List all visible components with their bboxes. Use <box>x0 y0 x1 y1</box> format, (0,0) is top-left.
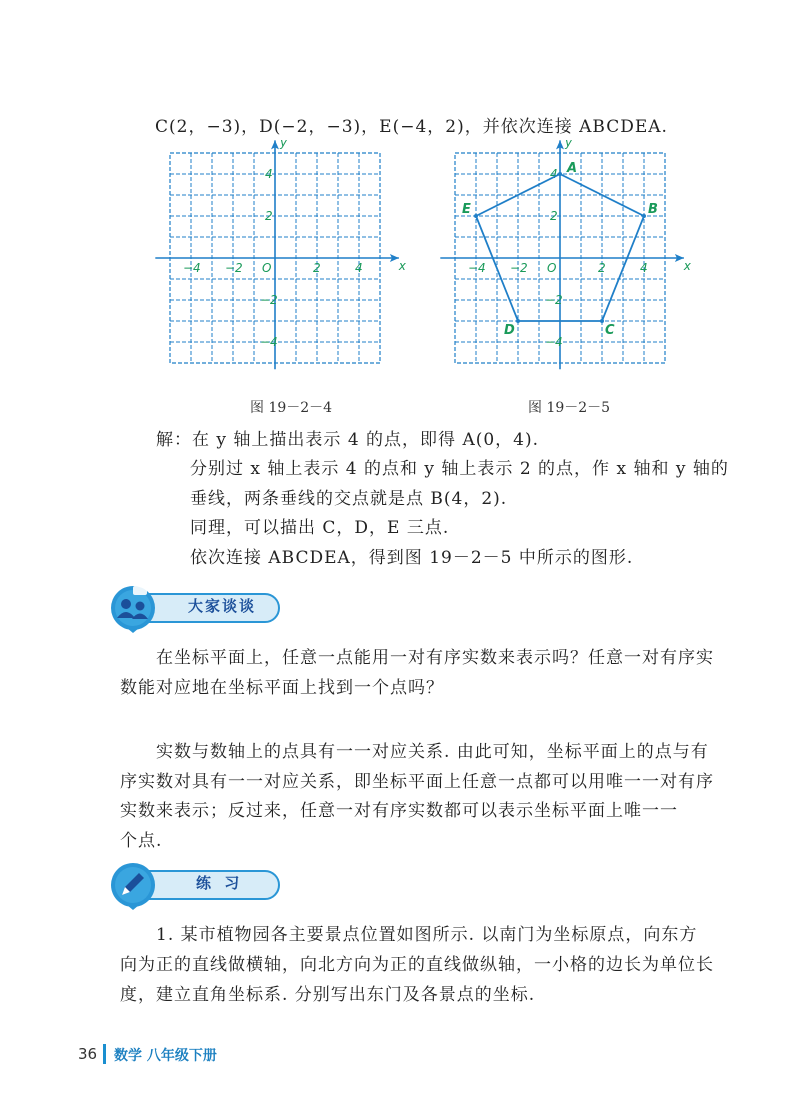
paragraph-line-4: 个点. <box>120 831 163 851</box>
point-C <box>600 319 604 323</box>
practice-badge <box>103 859 283 911</box>
x-tick-label: 4 <box>640 261 648 275</box>
x-tick-label: 2 <box>313 261 321 275</box>
y-axis-label: y <box>280 140 288 150</box>
x-tick-label: −4 <box>183 261 201 275</box>
x-tick-label: 2 <box>598 261 606 275</box>
intro-line: C(2，−3)，D(−2，−3)，E(−4，2)，并依次连接 ABCDEA. <box>155 117 668 137</box>
coordinate-grid-figure-2 <box>440 140 695 370</box>
y-axis-label: y <box>565 140 573 150</box>
point-label-E: E <box>462 202 471 217</box>
point-label-D: D <box>504 323 515 338</box>
y-tick-label: 4 <box>265 167 273 181</box>
x-tick-label: −2 <box>510 261 528 275</box>
origin-label: O <box>262 261 272 275</box>
x-axis-label: x <box>683 259 691 273</box>
y-tick-label: −4 <box>260 335 278 349</box>
solution-line-1: 解：在 y 轴上描出表示 4 的点，即得 A(0，4). <box>156 430 540 450</box>
solution-line-5: 依次连接 ABCDEA，得到图 19－2－5 中所示的图形. <box>190 548 634 568</box>
solution-line-4: 同理，可以描出 C，D，E 三点. <box>190 518 450 538</box>
point-B <box>642 214 646 218</box>
y-tick-label: 2 <box>265 209 273 223</box>
x-tick-label: 4 <box>355 261 363 275</box>
y-tick-label: −4 <box>545 335 563 349</box>
book-title: 数学 八年级下册 <box>114 1048 217 1064</box>
point-D <box>516 319 520 323</box>
point-label-A: A <box>567 161 578 176</box>
discussion-line-2: 数能对应地在坐标平面上找到一个点吗？ <box>120 678 444 698</box>
practice-line-3: 度，建立直角坐标系. 分别写出东门及各景点的坐标. <box>120 985 536 1005</box>
x-tick-label: −4 <box>468 261 486 275</box>
x-tick-label: −2 <box>225 261 243 275</box>
point-E <box>474 214 478 218</box>
paragraph-line-1: 实数与数轴上的点具有一一对应关系. 由此可知，坐标平面上的点与有 <box>156 742 709 762</box>
solution-line-3: 垂线，两条垂线的交点就是点 B(4，2). <box>190 489 508 509</box>
origin-label: O <box>547 261 557 275</box>
paragraph-line-2: 序实数对具有一一对应关系，即坐标平面上任意一点都可以用唯一一对有序 <box>120 772 714 792</box>
practice-line-1: 1. 某市植物园各主要景点位置如图所示. 以南门为坐标原点，向东方 <box>156 925 698 945</box>
y-tick-label: 4 <box>550 167 558 181</box>
point-label-B: B <box>648 202 658 217</box>
practice-line-2: 向为正的直线做横轴，向北方向为正的直线做纵轴，一小格的边长为单位长 <box>120 955 714 975</box>
practice-title: 练 习 <box>196 874 244 892</box>
point-A <box>558 172 562 176</box>
figure-1-caption: 图 19－2－4 <box>250 400 333 416</box>
paragraph-line-3: 实数来表示；反过来，任意一对有序实数都可以表示坐标平面上唯一一 <box>120 801 678 821</box>
discussion-title: 大家谈谈 <box>188 597 257 615</box>
solution-line-2: 分别过 x 轴上表示 4 的点和 y 轴上表示 2 的点，作 x 轴和 y 轴的 <box>190 459 729 479</box>
discussion-line-1: 在坐标平面上，任意一点能用一对有序实数来表示吗？任意一对有序实 <box>156 648 714 668</box>
footer-divider <box>103 1044 106 1064</box>
figure-2-caption: 图 19－2－5 <box>528 400 611 416</box>
page-number: 36 <box>78 1045 98 1063</box>
x-axis-label: x <box>398 259 406 273</box>
point-label-C: C <box>605 323 615 338</box>
y-tick-label: −2 <box>260 293 278 307</box>
coordinate-grid-figure-1 <box>155 140 410 370</box>
y-tick-label: −2 <box>545 293 563 307</box>
y-tick-label: 2 <box>550 209 558 223</box>
